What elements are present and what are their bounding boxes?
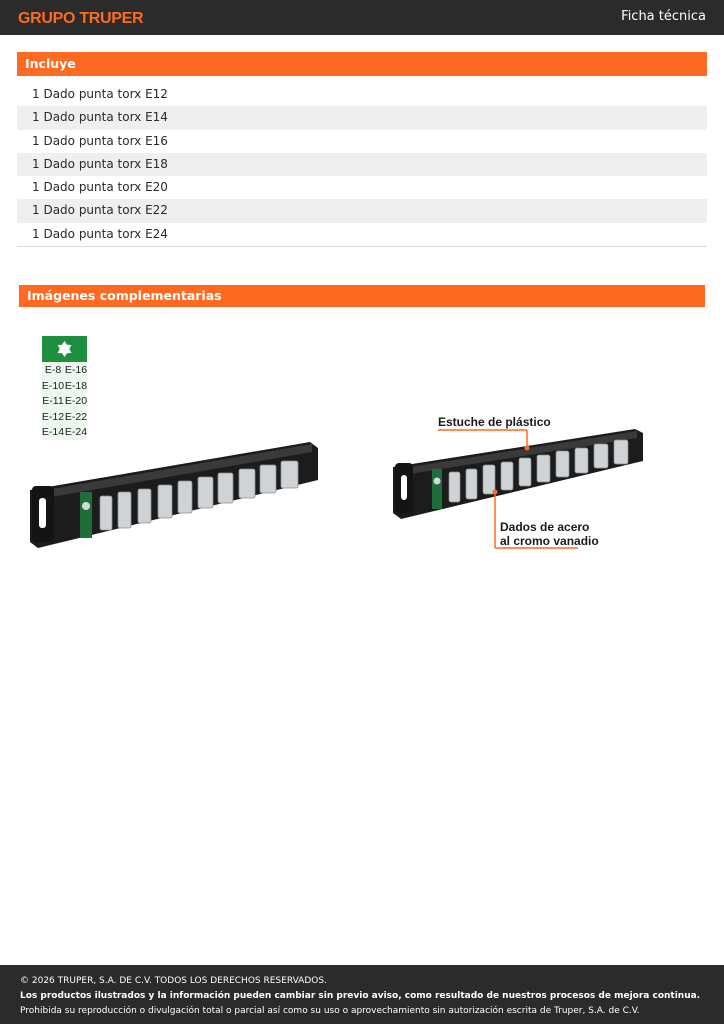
includes-list — [17, 83, 707, 247]
complementary-images-header: Imágenes complementarias — [19, 285, 705, 307]
list-item: 1 Dado punta torx E14 — [17, 106, 707, 129]
size-label: E-10 — [41, 380, 65, 392]
callout-case-label: Estuche de plástico — [438, 415, 551, 429]
size-label: E-18 — [64, 380, 88, 392]
callout-sockets-label-1: Dados de acero — [500, 520, 590, 534]
list-item: 1 Dado punta torx E12 — [32, 87, 168, 101]
size-label: E-11 — [42, 395, 64, 407]
footer-copyright: © 2026 TRUPER, S.A. DE C.V. TODOS LOS DERECHOS RESERVADOS. — [20, 976, 327, 986]
product-image-callouts — [385, 405, 655, 565]
list-item: 1 Dado punta torx E18 — [17, 153, 707, 176]
list-item: 1 Dado punta torx E16 — [32, 133, 168, 148]
socket-rail-right — [393, 429, 643, 519]
size-label: E-8 — [44, 364, 62, 376]
footer — [0, 965, 724, 1024]
includes-header: Incluye — [17, 52, 707, 76]
top-bar — [0, 0, 724, 35]
product-image-size-chart — [20, 330, 330, 560]
size-label: E-14 — [41, 426, 65, 438]
size-label: E-24 — [64, 426, 88, 438]
footer-notice: Los productos ilustrados y la información pueden cambiar sin previo aviso, como resultado de nuestros procesos de mejora continua. — [20, 991, 701, 1001]
callout-case-dot — [525, 446, 530, 451]
footer-legal: Prohibida su reproducción o divulgación total o parcial así como su uso o aprovechamiento sin autorización escrita de Truper, S.A. de C.V. — [20, 1006, 640, 1016]
size-label: E-12 — [41, 411, 65, 423]
callout-sockets-label-2: al cromo vanadio — [500, 534, 599, 548]
socket-rail-left — [30, 442, 318, 548]
list-item: 1 Dado punta torx E24 — [32, 226, 168, 241]
size-label: E-20 — [64, 395, 88, 407]
brand-logo: GRUPO TRUPER — [18, 10, 144, 27]
document-type: Ficha técnica — [621, 9, 706, 24]
list-item: 1 Dado punta torx E22 — [17, 199, 707, 222]
size-label: E-22 — [64, 411, 88, 423]
size-label: E-16 — [64, 364, 88, 376]
list-item: 1 Dado punta torx E20 — [32, 180, 168, 195]
